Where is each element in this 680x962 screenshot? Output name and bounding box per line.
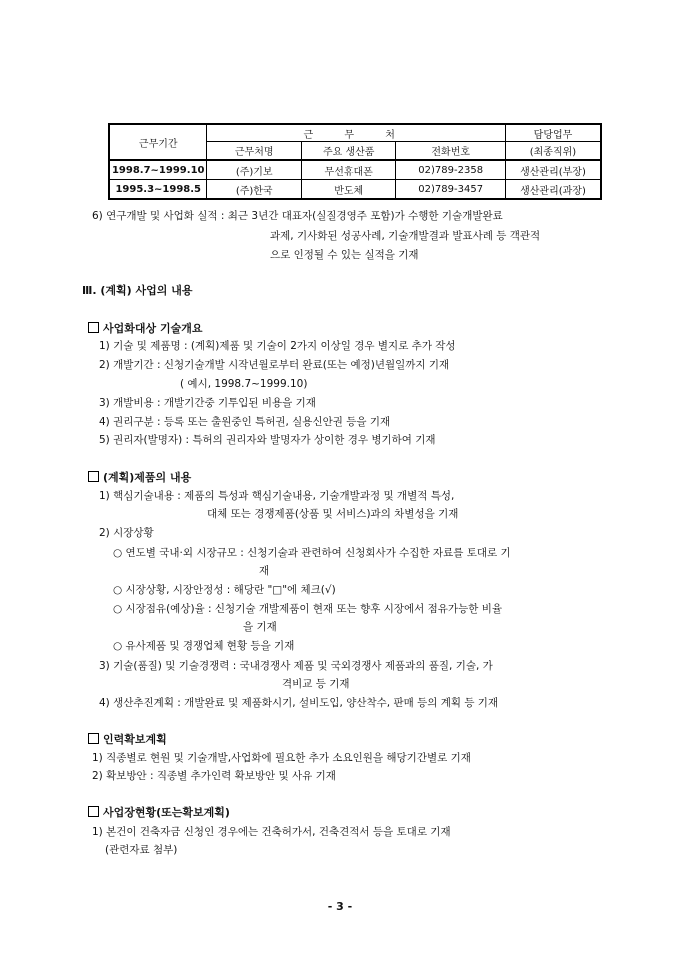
checkbox-square-icon (88, 733, 99, 744)
cell-duty: 생산관리(부장) (505, 160, 601, 180)
cell-product: 반도체 (301, 180, 395, 200)
tech-overview-title: 사업화대상 기술개요 (103, 322, 203, 335)
list-item: 1) 기술 및 제품명 : (계획)제품 및 기술이 2가지 이상일 경우 별지로 추가 작성 (99, 340, 456, 352)
product-content-heading (88, 469, 191, 485)
list-item: 격비교 등 기재 (282, 678, 350, 690)
item6-line1: 6) 연구개발 및 사업화 실적 : 최근 3년간 대표자(실질경영주 포함)가 수행한 기술개발완료 (92, 210, 503, 222)
cell-period: 1998.7~1999.10 (109, 160, 207, 180)
page-number: - 3 - (327, 900, 353, 913)
tech-overview-heading (88, 320, 202, 336)
cell-phone: 02)789-3457 (396, 180, 506, 200)
header-period: 근무기간 (109, 124, 207, 160)
cell-period: 1995.3~1998.5 (109, 180, 207, 200)
item6-line3: 으로 인정될 수 있는 실적을 기재 (270, 249, 419, 261)
cell-duty: 생산관리(과장) (505, 180, 601, 200)
header-duty: 담당업무 (505, 124, 601, 142)
list-item: 1) 본건이 건축자금 신청인 경우에는 건축허가서, 건축견적서 등을 토대로 기재 (92, 826, 451, 838)
list-item: 4) 생산추진계획 : 개발완료 및 제품화시기, 설비도입, 양산착수, 판매 등의 계획 등 기재 (99, 697, 499, 709)
career-table (108, 123, 602, 200)
list-item: 을 기재 (243, 621, 277, 633)
list-item: 1) 핵심기술내용 : 제품의 특성과 핵심기술내용, 기술개발과정 및 개별적 특성, (99, 490, 455, 502)
list-item: (관련자료 첨부) (105, 844, 178, 856)
section-title: Ⅲ. (계획) 사업의 내용 (82, 284, 193, 297)
cell-company: (주)기보 (207, 160, 302, 180)
cell-phone: 02)789-2358 (396, 160, 506, 180)
list-item: ( 예시, 1998.7~1999.10) (180, 378, 308, 390)
list-item: 5) 권리자(발명자) : 특허의 권리자와 발명자가 상이한 경우 병기하여 기재 (99, 434, 436, 446)
list-item: 4) 권리구분 : 등록 또는 출원중인 특허권, 실용신안권 등을 기재 (99, 416, 391, 428)
workforce-heading (88, 731, 167, 747)
sub-phone: 전화번호 (396, 142, 506, 161)
cell-product: 무선휴대폰 (301, 160, 395, 180)
list-item: 대체 또는 경쟁제품(상품 및 서비스)과의 차별성을 기재 (207, 508, 459, 520)
workforce-title: 인력확보계획 (103, 733, 167, 746)
checkbox-square-icon (88, 806, 99, 817)
list-item: ○ 시장점유(예상)율 : 신청기술 개발제품이 현재 또는 향후 시장에서 점유가능한 비율 (113, 603, 502, 615)
table-row (109, 160, 601, 180)
sub-product: 주요 생산품 (301, 142, 395, 161)
list-item: ○ 유사제품 및 경쟁업체 현황 등을 기재 (113, 640, 295, 652)
site-heading (88, 804, 230, 820)
list-item: 1) 직종별로 현원 및 기술개발,사업화에 필요한 추가 소요인원을 해당기간별로 기재 (92, 752, 471, 764)
list-item: 2) 확보방안 : 직종별 추가인력 확보방안 및 사유 기재 (92, 770, 336, 782)
list-item: 재 (259, 565, 270, 577)
list-item: ○ 시장상황, 시장안정성 : 해당란 "□"에 체크(√) (113, 584, 336, 596)
list-item: 3) 기술(품질) 및 기술경쟁력 : 국내경쟁사 제품 및 국외경쟁사 제품과의 품질, 기술, 가 (99, 660, 493, 672)
sub-company: 근무처명 (207, 142, 302, 161)
list-item: 2) 시장상황 (99, 527, 154, 539)
table-row (109, 180, 601, 200)
item6-line2: 과제, 기사화된 성공사례, 기술개발결과 발표사례 등 객관적 (270, 230, 541, 242)
list-item: 3) 개발비용 : 개발기간중 기투입된 비용을 기재 (99, 397, 316, 409)
checkbox-square-icon (88, 471, 99, 482)
header-workplace: 근 무 처 (207, 124, 506, 142)
list-item: ○ 연도별 국내·외 시장규모 : 신청기술과 관련하여 신청회사가 수집한 자료를 토대로 기 (113, 547, 511, 559)
checkbox-square-icon (88, 322, 99, 333)
site-title: 사업장현황(또는확보계획) (103, 806, 230, 819)
product-content-title: (계획)제품의 내용 (103, 471, 192, 484)
cell-company: (주)한국 (207, 180, 302, 200)
list-item: 2) 개발기간 : 신청기술개발 시작년월로부터 완료(또는 예정)년월일까지 기재 (99, 359, 450, 371)
sub-duty: (최종직위) (505, 142, 601, 161)
